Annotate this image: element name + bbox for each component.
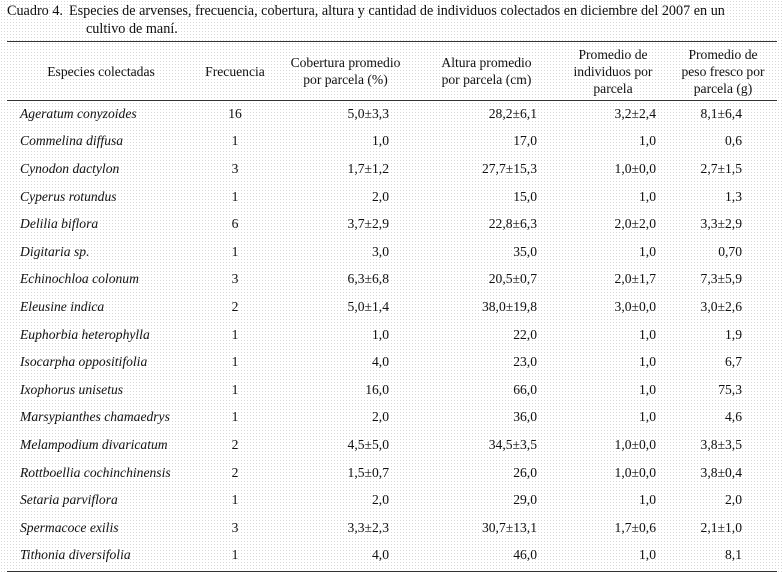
individuals-cell: 1,0 bbox=[639, 409, 656, 425]
table-row bbox=[7, 514, 777, 542]
fresh-weight-cell: 2,7±1,5 bbox=[700, 160, 742, 176]
individuals-cell: 1,0 bbox=[639, 381, 656, 397]
header-frequency bbox=[195, 42, 275, 100]
height-cell: 35,0 bbox=[513, 243, 537, 259]
header-line: por parcela (%) bbox=[303, 72, 388, 87]
height-cell: 17,0 bbox=[513, 133, 537, 149]
frequency-cell: 3 bbox=[231, 160, 239, 176]
species-cell: Ixophorus unisetus bbox=[20, 381, 124, 397]
fresh-weight-cell: 8,1 bbox=[725, 547, 742, 563]
coverage-cell: 2,0 bbox=[372, 188, 389, 204]
height-cell: 66,0 bbox=[513, 381, 537, 397]
individuals-cell: 1,0±0,0 bbox=[614, 464, 656, 480]
coverage-cell: 1,0 bbox=[372, 326, 389, 342]
coverage-cell: 16,0 bbox=[365, 381, 389, 397]
coverage-cell: 3,3±2,3 bbox=[347, 519, 389, 535]
species-cell: Melampodium divaricatum bbox=[20, 436, 168, 452]
caption-label: Cuadro 4. bbox=[7, 3, 63, 19]
table-row bbox=[7, 486, 777, 514]
table-row bbox=[7, 293, 777, 321]
coverage-cell: 4,0 bbox=[372, 354, 389, 370]
table-row bbox=[7, 431, 777, 459]
header-individuals bbox=[557, 42, 669, 100]
coverage-cell: 2,0 bbox=[372, 492, 389, 508]
individuals-cell: 1,0 bbox=[639, 492, 656, 508]
fresh-weight-cell: 3,8±0,4 bbox=[700, 464, 742, 480]
individuals-cell: 1,0 bbox=[639, 133, 656, 149]
individuals-cell: 1,0 bbox=[639, 547, 656, 563]
frequency-cell: 1 bbox=[231, 133, 239, 149]
table-row bbox=[7, 183, 777, 211]
individuals-cell: 1,0 bbox=[639, 326, 656, 342]
frequency-cell: 1 bbox=[231, 243, 239, 259]
fresh-weight-cell: 3,3±2,9 bbox=[700, 216, 742, 232]
fresh-weight-cell: 6,7 bbox=[725, 354, 742, 370]
bottom-rule bbox=[7, 571, 777, 572]
coverage-cell: 6,3±6,8 bbox=[347, 271, 389, 287]
individuals-cell: 3,0±0,0 bbox=[614, 298, 656, 314]
species-cell: Echinochloa colonum bbox=[20, 271, 139, 287]
height-cell: 38,0±19,8 bbox=[481, 298, 537, 314]
table-row bbox=[7, 128, 777, 156]
coverage-cell: 4,0 bbox=[372, 547, 389, 563]
header-height bbox=[416, 42, 557, 100]
header-line: parcela (g) bbox=[693, 80, 753, 96]
individuals-cell: 3,2±2,4 bbox=[614, 105, 656, 121]
individuals-cell: 2,0±1,7 bbox=[614, 271, 656, 287]
height-cell: 34,5±3,5 bbox=[488, 436, 537, 452]
header-row bbox=[7, 42, 777, 100]
header-line: peso fresco por bbox=[681, 63, 765, 79]
species-cell: Spermacoce exilis bbox=[20, 519, 119, 535]
frequency-cell: 16 bbox=[228, 105, 242, 121]
table-row bbox=[7, 321, 777, 349]
individuals-cell: 2,0±2,0 bbox=[614, 216, 656, 232]
table-row bbox=[7, 376, 777, 404]
frequency-cell: 3 bbox=[231, 519, 239, 535]
table-body bbox=[7, 100, 777, 569]
species-cell: Ageratum conyzoides bbox=[20, 105, 137, 121]
coverage-cell: 4,5±5,0 bbox=[347, 436, 389, 452]
species-cell: Isocarpha oppositifolia bbox=[20, 354, 148, 370]
table-row bbox=[7, 266, 777, 294]
coverage-cell: 3,7±2,9 bbox=[347, 216, 389, 232]
species-table bbox=[7, 42, 777, 569]
height-cell: 30,7±13,1 bbox=[481, 519, 537, 535]
height-cell: 23,0 bbox=[513, 354, 537, 370]
individuals-cell: 1,0±0,0 bbox=[614, 160, 656, 176]
frequency-cell: 1 bbox=[231, 188, 239, 204]
individuals-cell: 1,0 bbox=[639, 188, 656, 204]
header-line: por parcela (cm) bbox=[441, 72, 532, 87]
individuals-cell: 1,0 bbox=[639, 354, 656, 370]
frequency-cell: 2 bbox=[231, 298, 239, 314]
fresh-weight-cell: 1,3 bbox=[725, 188, 742, 204]
height-cell: 46,0 bbox=[513, 547, 537, 563]
table-row bbox=[7, 404, 777, 432]
coverage-cell: 1,5±0,7 bbox=[347, 464, 389, 480]
header-fresh-weight bbox=[669, 42, 777, 100]
coverage-cell: 1,7±1,2 bbox=[347, 160, 389, 176]
table-row bbox=[7, 542, 777, 570]
header-line: Promedio de bbox=[688, 46, 758, 62]
species-cell: Commelina diffusa bbox=[20, 133, 124, 149]
frequency-cell: 2 bbox=[231, 464, 239, 480]
fresh-weight-cell: 2,0 bbox=[725, 492, 742, 508]
table-row bbox=[7, 459, 777, 487]
fresh-weight-cell: 0,70 bbox=[718, 243, 742, 259]
caption-line-1 bbox=[7, 2, 777, 20]
header-line: Promedio de bbox=[578, 46, 648, 62]
fresh-weight-cell: 3,8±3,5 bbox=[700, 436, 742, 452]
table-row bbox=[7, 238, 777, 266]
frequency-cell: 2 bbox=[231, 436, 239, 452]
species-cell: Delilia biflora bbox=[20, 216, 99, 232]
frequency-cell: 1 bbox=[231, 409, 239, 425]
height-cell: 29,0 bbox=[513, 492, 537, 508]
height-cell: 36,0 bbox=[513, 409, 537, 425]
height-cell: 22,0 bbox=[513, 326, 537, 342]
height-cell: 27,7±15,3 bbox=[481, 160, 537, 176]
table-caption bbox=[7, 2, 777, 38]
fresh-weight-cell: 1,9 bbox=[725, 326, 742, 342]
header-line: Frecuencia bbox=[205, 63, 265, 79]
frequency-cell: 6 bbox=[231, 216, 239, 232]
height-cell: 20,5±0,7 bbox=[488, 271, 537, 287]
table-row bbox=[7, 155, 777, 183]
coverage-cell: 2,0 bbox=[372, 409, 389, 425]
coverage-cell: 1,0 bbox=[372, 133, 389, 149]
species-cell: Tithonia diversifolia bbox=[20, 547, 131, 563]
header-line: individuos por bbox=[573, 63, 653, 79]
height-cell: 28,2±6,1 bbox=[488, 105, 537, 121]
coverage-cell: 5,0±1,4 bbox=[347, 298, 389, 314]
fresh-weight-cell: 0,6 bbox=[725, 133, 742, 149]
caption-line-2: cultivo de maní. bbox=[86, 21, 178, 37]
coverage-cell: 5,0±3,3 bbox=[347, 105, 389, 121]
species-cell: Setaria parviflora bbox=[20, 492, 118, 508]
header-line: parcela bbox=[593, 80, 633, 96]
fresh-weight-cell: 8,1±6,4 bbox=[700, 105, 742, 121]
species-cell: Marsypianthes chamaedrys bbox=[20, 409, 170, 425]
height-cell: 26,0 bbox=[513, 464, 537, 480]
fresh-weight-cell: 4,6 bbox=[725, 409, 742, 425]
header-line: Cobertura promedio bbox=[290, 55, 401, 70]
frequency-cell: 1 bbox=[231, 381, 239, 397]
table-row bbox=[7, 210, 777, 238]
frequency-cell: 1 bbox=[231, 547, 239, 563]
frequency-cell: 1 bbox=[231, 492, 239, 508]
coverage-cell: 3,0 bbox=[372, 243, 389, 259]
fresh-weight-cell: 2,1±1,0 bbox=[700, 519, 742, 535]
species-cell: Cyperus rotundus bbox=[20, 188, 117, 204]
caption-text: Especies de arvenses, frecuencia, cobertura, altura y cantidad de individuos colectados en diciembre del 2007 en un bbox=[68, 3, 725, 19]
height-cell: 15,0 bbox=[513, 188, 537, 204]
frequency-cell: 3 bbox=[231, 271, 239, 287]
header-species bbox=[7, 42, 195, 100]
table-row bbox=[7, 100, 777, 128]
frequency-cell: 1 bbox=[231, 326, 239, 342]
individuals-cell: 1,7±0,6 bbox=[614, 519, 656, 535]
species-cell: Euphorbia heterophylla bbox=[20, 326, 150, 342]
header-line: Altura promedio bbox=[441, 55, 532, 70]
species-cell: Rottboellia cochinchinensis bbox=[20, 464, 171, 480]
header-line: Especies colectadas bbox=[47, 63, 155, 79]
species-cell: Digitaria sp. bbox=[20, 243, 90, 259]
fresh-weight-cell: 3,0±2,6 bbox=[700, 298, 742, 314]
header-coverage bbox=[275, 42, 416, 100]
species-cell: Cynodon dactylon bbox=[20, 160, 120, 176]
fresh-weight-cell: 7,3±5,9 bbox=[700, 271, 742, 287]
table-row bbox=[7, 348, 777, 376]
height-cell: 22,8±6,3 bbox=[488, 216, 537, 232]
species-cell: Eleusine indica bbox=[20, 298, 105, 314]
frequency-cell: 1 bbox=[231, 354, 239, 370]
individuals-cell: 1,0±0,0 bbox=[614, 436, 656, 452]
individuals-cell: 1,0 bbox=[639, 243, 656, 259]
fresh-weight-cell: 75,3 bbox=[718, 381, 742, 397]
